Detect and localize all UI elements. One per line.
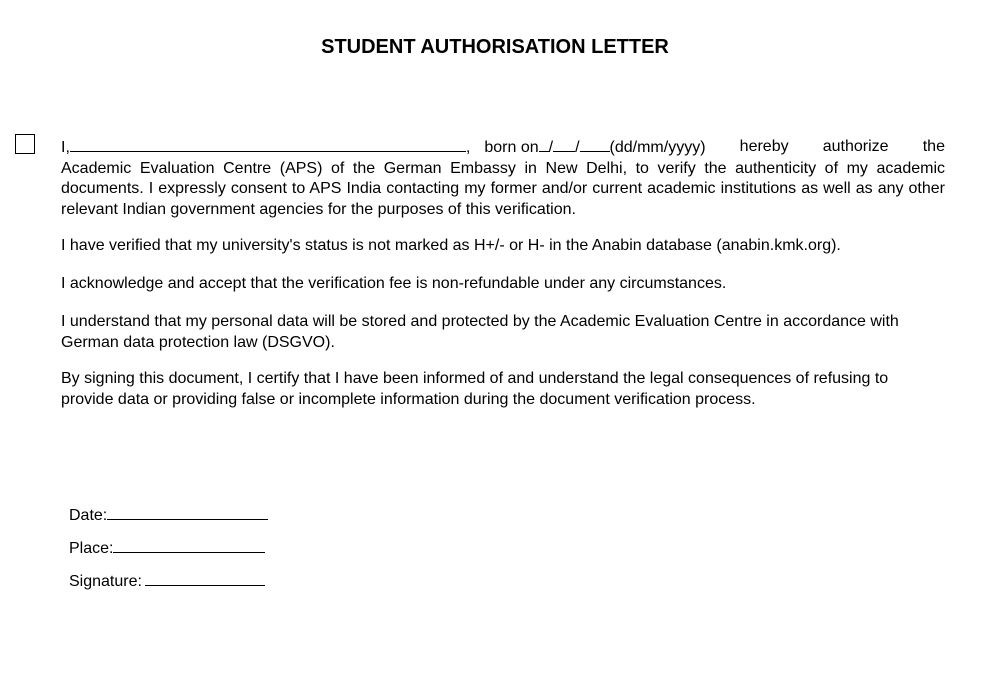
authorize-text: authorize bbox=[822, 138, 889, 155]
paragraph-data-protection: I understand that my personal data will be stored and protected by the Academic Evaluation Centre in accordance with German data protection law (DSGVO). bbox=[61, 313, 899, 351]
place-field-row bbox=[69, 538, 265, 559]
consent-checkbox[interactable] bbox=[15, 134, 35, 154]
signature-field-row bbox=[69, 571, 265, 592]
signature-input-line[interactable] bbox=[145, 571, 265, 586]
date-slash: / bbox=[548, 139, 554, 156]
date-format-hint: (dd/mm/yyyy) bbox=[609, 139, 706, 156]
date-slash: / bbox=[575, 139, 580, 156]
signature-label: Signature: bbox=[69, 573, 142, 590]
name-field[interactable] bbox=[70, 137, 466, 152]
place-label: Place: bbox=[69, 540, 114, 557]
hereby-text: hereby bbox=[739, 138, 789, 155]
first-line-spread bbox=[470, 137, 945, 159]
paragraph-anabin: I have verified that my university's status is not marked as H+/- or H- in the Anabin database (anabin.kmk.org). bbox=[61, 237, 841, 254]
date-field-row bbox=[69, 505, 268, 526]
document-title: STUDENT AUTHORISATION LETTER bbox=[321, 36, 669, 58]
birth-year-field[interactable] bbox=[580, 137, 610, 152]
date-input-line[interactable] bbox=[107, 505, 268, 520]
date-label: Date: bbox=[69, 507, 108, 524]
comma-text: , bbox=[465, 139, 471, 156]
authorization-body: Academic Evaluation Centre (APS) of the German Embassy in New Delhi, to verify the authenticity of my academic documents. I expressly consent to APS India contacting my former and/or current academic institutions as well as any other relevant Indian government agencies for the purposes of this verification. bbox=[61, 159, 945, 218]
place-input-line[interactable] bbox=[113, 538, 265, 553]
the-text: the bbox=[922, 138, 945, 155]
born-on-text: born on bbox=[484, 139, 539, 156]
birth-month-field[interactable] bbox=[553, 137, 575, 152]
paragraph-fee: I acknowledge and accept that the verification fee is non-refundable under any circumstances. bbox=[61, 275, 727, 292]
prefix-text: I, bbox=[61, 139, 70, 156]
paragraph-certification: By signing this document, I certify that I have been informed of and understand the legal consequences of refusing to provide data or providing false or incomplete information during the document verification process. bbox=[61, 370, 889, 408]
birth-day-field[interactable] bbox=[539, 137, 549, 152]
paragraph-authorization bbox=[61, 137, 945, 220]
